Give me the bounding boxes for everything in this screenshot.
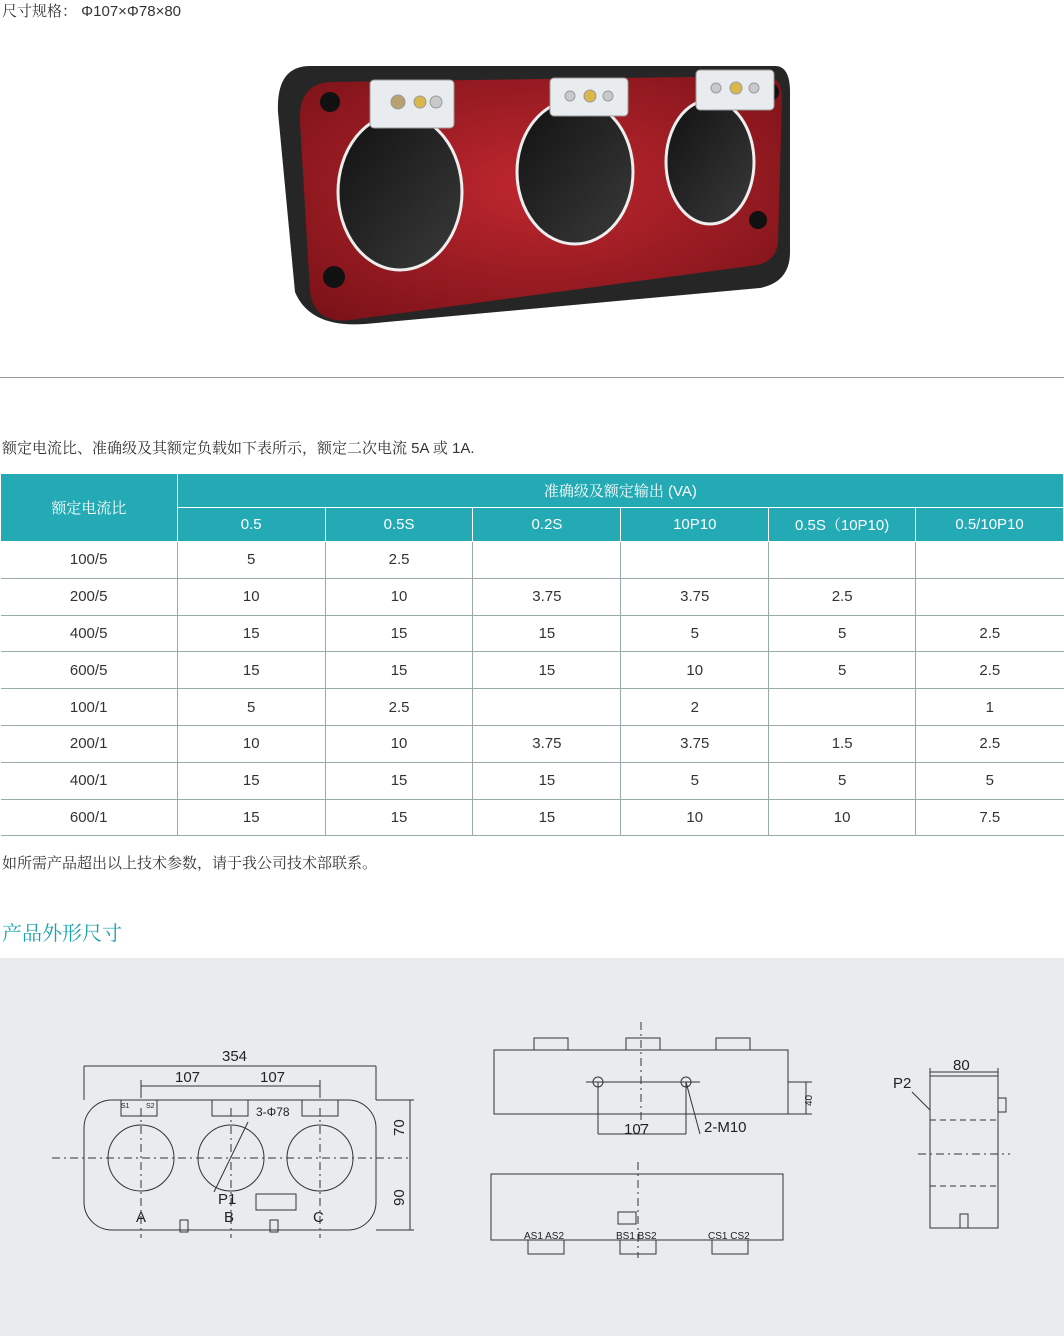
output-cell: 2.5	[916, 652, 1064, 689]
table-row	[1, 542, 1064, 579]
spec-line: 尺寸规格： Φ107×Φ78×80	[2, 3, 182, 20]
rating-table	[0, 473, 1064, 836]
output-cell	[473, 542, 621, 579]
dim-holes: 3-Φ78	[256, 1105, 290, 1119]
class-header: 0.5S	[325, 508, 473, 542]
output-cell: 3.75	[621, 578, 769, 615]
output-cell: 5	[769, 615, 916, 652]
output-cell: 10	[621, 799, 769, 836]
dim-top-pitch: 107	[624, 1121, 650, 1138]
output-cell: 2.5	[916, 725, 1064, 762]
output-cell: 10	[769, 799, 916, 836]
output-cell	[916, 578, 1064, 615]
dimension-drawing	[0, 958, 1064, 1336]
terminal-block-b	[550, 78, 628, 116]
class-header: 0.5S（10P10)	[769, 508, 916, 542]
ratio-cell: 400/1	[1, 762, 178, 799]
output-cell: 15	[473, 762, 621, 799]
output-cell: 3.75	[473, 578, 621, 615]
dim-pitch-2: 107	[260, 1069, 286, 1086]
dim-height-top: 70	[391, 1119, 408, 1136]
output-cell	[769, 542, 916, 579]
label-s1: S1	[121, 1103, 130, 1110]
table-row	[1, 762, 1064, 799]
class-header: 10P10	[621, 508, 769, 542]
output-cell	[621, 542, 769, 579]
dim-overall-width: 354	[222, 1048, 248, 1065]
ratio-cell: 100/1	[1, 689, 178, 726]
output-cell: 7.5	[916, 799, 1064, 836]
group-header: 准确级及额定输出 (VA)	[177, 474, 1063, 508]
ratio-cell: 200/5	[1, 578, 178, 615]
output-cell: 15	[325, 799, 473, 836]
table-row	[1, 652, 1064, 689]
product-photo	[270, 52, 800, 332]
output-cell	[769, 689, 916, 726]
output-cell: 15	[325, 615, 473, 652]
note-text: 如所需产品超出以上技术参数，请于我公司技术部联系。	[2, 855, 378, 872]
dimension-drawing-panel	[0, 958, 1064, 1336]
dim-pitch-1: 107	[175, 1069, 201, 1086]
class-header: 0.2S	[473, 508, 621, 542]
label-s2: S2	[146, 1103, 155, 1110]
output-cell: 15	[473, 615, 621, 652]
output-cell: 2.5	[769, 578, 916, 615]
dim-mount: 2-M10	[704, 1119, 747, 1136]
label-p1: P1	[218, 1191, 237, 1208]
hole-c-shape	[666, 100, 754, 224]
output-cell: 3.75	[473, 725, 621, 762]
label-phase-a: A	[136, 1209, 147, 1226]
output-cell: 2.5	[325, 689, 473, 726]
output-cell: 2.5	[325, 542, 473, 579]
divider	[0, 377, 1064, 378]
hole-a-shape	[338, 114, 462, 270]
label-as-terminals: AS1 AS2	[524, 1231, 565, 1242]
dim-side-width: 80	[953, 1057, 970, 1074]
ratio-cell: 600/1	[1, 799, 178, 836]
ratio-cell: 600/5	[1, 652, 178, 689]
output-cell: 3.75	[621, 725, 769, 762]
output-cell: 5	[177, 689, 325, 726]
output-cell: 15	[325, 762, 473, 799]
output-cell: 15	[177, 615, 325, 652]
output-cell: 1.5	[769, 725, 916, 762]
label-bs-terminals: BS1 BS2	[616, 1231, 657, 1242]
output-cell: 5	[916, 762, 1064, 799]
output-cell: 10	[177, 578, 325, 615]
output-cell: 10	[177, 725, 325, 762]
intro-text: 额定电流比、准确级及其额定负载如下表所示，额定二次电流 5A 或 1A.	[2, 440, 475, 457]
output-cell: 15	[473, 799, 621, 836]
output-cell: 5	[177, 542, 325, 579]
output-cell: 2	[621, 689, 769, 726]
label-phase-c: C	[313, 1209, 324, 1226]
ratio-cell: 100/5	[1, 542, 178, 579]
table-row	[1, 615, 1064, 652]
ratio-cell: 400/5	[1, 615, 178, 652]
output-cell	[916, 542, 1064, 579]
output-cell: 5	[769, 762, 916, 799]
output-cell: 15	[325, 652, 473, 689]
hole-b-shape	[517, 100, 633, 244]
output-cell: 10	[325, 578, 473, 615]
dim-height-bottom: 90	[391, 1189, 408, 1206]
table-row	[1, 689, 1064, 726]
terminal-block-c	[696, 70, 774, 110]
output-cell: 2.5	[916, 615, 1064, 652]
output-cell: 15	[177, 652, 325, 689]
output-cell	[473, 689, 621, 726]
class-header: 0.5/10P10	[916, 508, 1064, 542]
output-cell: 10	[325, 725, 473, 762]
table-row	[1, 725, 1064, 762]
output-cell: 5	[621, 615, 769, 652]
ratio-cell: 200/1	[1, 725, 178, 762]
output-cell: 15	[473, 652, 621, 689]
label-cs-terminals: CS1 CS2	[708, 1231, 750, 1242]
table-row	[1, 799, 1064, 836]
output-cell: 5	[621, 762, 769, 799]
output-cell: 5	[769, 652, 916, 689]
output-cell: 15	[177, 799, 325, 836]
output-cell: 1	[916, 689, 1064, 726]
table-row	[1, 578, 1064, 615]
dim-top-depth: 40	[804, 1094, 815, 1106]
ratio-header: 额定电流比	[1, 474, 178, 542]
label-phase-b: B	[224, 1209, 235, 1226]
class-header: 0.5	[177, 508, 325, 542]
section-title: 产品外形尺寸	[2, 923, 122, 945]
output-cell: 15	[177, 762, 325, 799]
label-p2: P2	[893, 1075, 912, 1092]
output-cell: 10	[621, 652, 769, 689]
terminal-block-a	[370, 80, 454, 128]
